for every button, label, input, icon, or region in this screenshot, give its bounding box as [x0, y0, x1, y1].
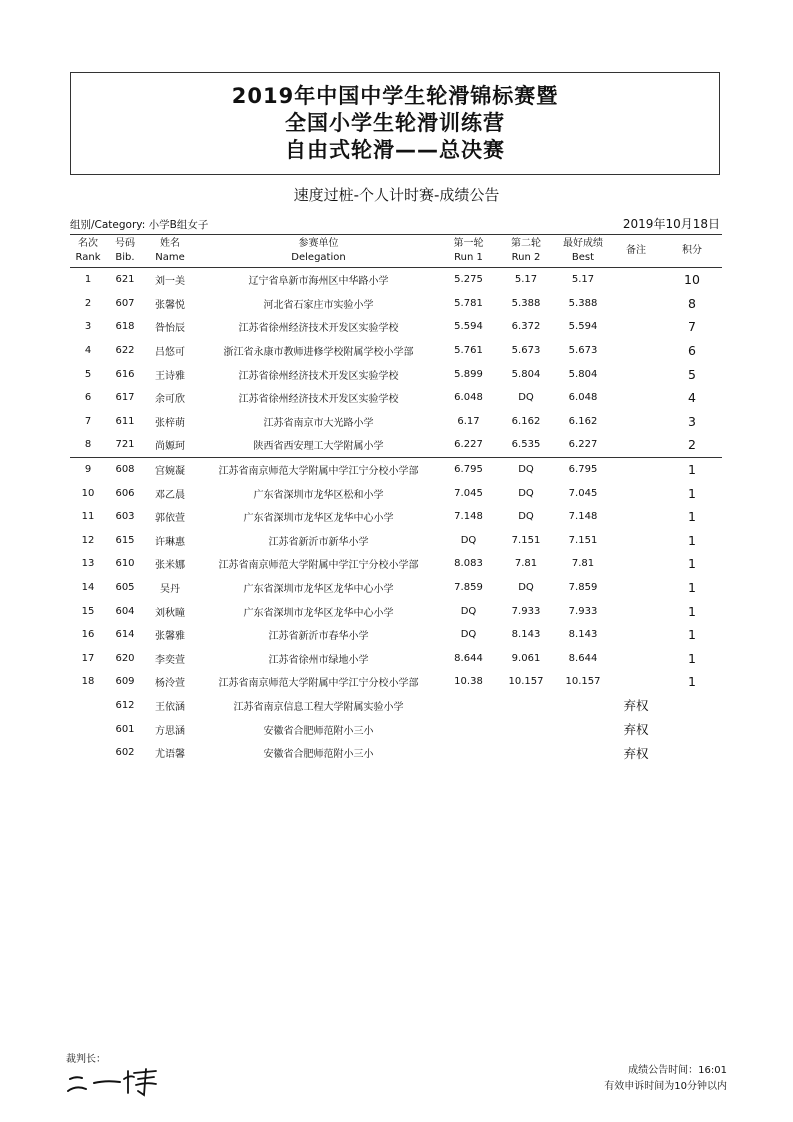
cell-run2: 8.143	[511, 629, 541, 641]
cell-note	[610, 623, 662, 647]
cell-run1: 8.083	[454, 558, 483, 570]
cell-name: 昝怡辰	[155, 323, 185, 335]
appeal-note: 有效申诉时间为10分钟以内	[604, 1081, 727, 1092]
cell-delegation: 江苏省徐州经济技术开发区实验学校	[238, 323, 399, 335]
cell-run2: 7.933	[511, 605, 541, 617]
table-row	[70, 599, 722, 623]
cell-best	[556, 694, 610, 718]
cell-run1: 10.38	[454, 676, 483, 688]
referee-signature	[66, 1063, 161, 1097]
cell-score: 1	[688, 485, 696, 501]
cell-rank: 16	[81, 629, 95, 641]
cell-run2: 6.372	[511, 321, 541, 333]
cell-best: 7.859	[568, 582, 598, 594]
cell-rank: 1	[84, 274, 92, 286]
cell-rank: 14	[81, 582, 95, 594]
cell-rank: 8	[84, 439, 92, 451]
cell-note	[610, 339, 662, 363]
cell-note	[610, 552, 662, 576]
cell-delegation: 江苏省徐州经济技术开发区实验学校	[238, 370, 399, 382]
cell-bib: 602	[115, 747, 135, 759]
cell-note	[610, 670, 662, 694]
cell-delegation: 江苏省新沂市春华小学	[268, 631, 369, 643]
cell-run2	[496, 717, 556, 741]
cell-name: 杨泠萱	[155, 678, 185, 690]
event-title-box	[70, 72, 720, 175]
cell-name: 王诗雅	[155, 370, 185, 382]
cell-name: 刘秋瞳	[155, 607, 185, 619]
cell-score: 4	[688, 390, 696, 406]
col-header-rank: 名次 Rank	[75, 238, 101, 263]
cell-best: 6.795	[556, 457, 610, 481]
cell-run2: DQ	[518, 511, 534, 523]
cell-delegation: 江苏省南京市大光路小学	[263, 417, 374, 429]
table-row	[70, 552, 722, 576]
cell-delegation: 江苏省南京师范大学附属中学江宁分校小学部	[218, 560, 419, 572]
cell-run2: DQ	[496, 457, 556, 481]
cell-run1: DQ	[460, 629, 477, 641]
cell-name: 吕悠可	[155, 347, 185, 359]
referee-label: 裁判长：	[66, 1054, 106, 1065]
cell-score: 1	[662, 457, 722, 481]
col-header-run1: 第一轮 Run 1	[453, 238, 484, 263]
cell-delegation: 江苏省徐州经济技术开发区实验学校	[238, 394, 399, 406]
cell-note	[610, 647, 662, 671]
cell-name: 张馨雅	[155, 631, 185, 643]
cell-score: 1	[688, 580, 696, 596]
cell-bib: 615	[115, 534, 135, 546]
cell-run1: 6.17	[457, 415, 480, 427]
cell-run1: 6.227	[454, 439, 483, 451]
cell-score	[662, 694, 722, 718]
cell-best: 5.804	[568, 368, 598, 380]
cell-delegation: 江苏省徐州市绿地小学	[268, 654, 369, 666]
cell-rank	[70, 694, 106, 718]
cell-rank: 13	[81, 558, 95, 570]
cell-rank: 18	[81, 676, 95, 688]
cell-score: 2	[688, 437, 696, 453]
cell-best: 8.644	[568, 652, 598, 664]
cell-run2: 5.673	[511, 345, 541, 357]
footer-notes	[604, 1063, 727, 1095]
cell-delegation: 广东省深圳市龙华区龙华中心小学	[243, 607, 394, 619]
cell-rank: 3	[84, 321, 92, 333]
cell-score: 1	[688, 603, 696, 619]
cell-bib: 609	[115, 676, 135, 688]
cell-note	[610, 386, 662, 410]
cell-run2: 5.804	[511, 368, 541, 380]
cell-rank: 2	[84, 297, 92, 309]
cell-run1: 7.859	[454, 582, 483, 594]
table-row	[70, 339, 722, 363]
cell-note	[610, 292, 662, 316]
cell-note	[610, 576, 662, 600]
cell-run2: 7.81	[514, 558, 538, 570]
cell-note: 弃权	[623, 698, 649, 714]
cell-best: 6.162	[568, 415, 598, 427]
cell-run2: 6.162	[511, 415, 541, 427]
cell-run1	[441, 717, 496, 741]
cell-run1: 8.644	[454, 652, 483, 664]
table-row	[70, 410, 722, 434]
cell-delegation: 江苏省南京师范大学附属中学江宁分校小学部	[218, 678, 419, 690]
cell-run2: DQ	[518, 392, 534, 404]
cell-run1: 5.899	[454, 368, 483, 380]
col-header-delegation: 参赛单位 Delegation	[291, 238, 346, 263]
cell-rank: 6	[84, 392, 92, 404]
cell-bib: 621	[115, 274, 135, 286]
cell-delegation: 广东省深圳市龙华区龙华中心小学	[243, 513, 394, 525]
cell-delegation: 河北省石家庄市实验小学	[263, 299, 374, 311]
cell-best	[556, 741, 610, 765]
cell-delegation: 辽宁省阜新市海州区中华路小学	[248, 276, 389, 288]
cell-bib: 611	[115, 415, 135, 427]
cell-best: 7.933	[568, 605, 598, 617]
cell-delegation: 安徽省合肥师范附小三小	[263, 749, 374, 761]
cell-bib: 622	[115, 345, 135, 357]
table-row	[70, 670, 722, 694]
cell-score: 1	[688, 674, 696, 690]
cell-score	[662, 741, 722, 765]
results-body	[70, 268, 722, 765]
cell-bib: 612	[115, 699, 135, 711]
cell-rank: 15	[81, 605, 95, 617]
table-row	[70, 529, 722, 553]
cell-name: 张米娜	[155, 560, 185, 572]
cell-rank: 5	[84, 368, 92, 380]
cell-name: 余可欣	[155, 394, 185, 406]
cell-score: 8	[688, 295, 696, 311]
cell-score: 10	[684, 272, 700, 288]
col-header-score: 积分	[682, 245, 702, 256]
cell-bib: 616	[115, 368, 135, 380]
col-header-note: 备注	[626, 245, 646, 256]
cell-note: 弃权	[623, 745, 649, 761]
cell-name: 刘一美	[155, 276, 185, 288]
table-row	[70, 481, 722, 505]
cell-note	[610, 268, 662, 292]
col-header-name: 姓名 Name	[155, 238, 185, 263]
cell-best	[556, 717, 610, 741]
cell-delegation: 江苏省南京信息工程大学附属实验小学	[233, 701, 404, 713]
cell-name: 尤语馨	[155, 749, 185, 761]
cell-best: 10.157	[565, 676, 601, 688]
category-label: 组别/Category: 小学B组女子	[70, 219, 209, 231]
cell-note	[610, 481, 662, 505]
cell-best: 5.673	[568, 345, 598, 357]
cell-run1: 7.148	[454, 511, 483, 523]
cell-bib: 618	[115, 321, 135, 333]
cell-bib: 614	[115, 629, 135, 641]
cell-note	[610, 505, 662, 529]
cell-note	[610, 433, 662, 457]
table-row	[70, 717, 722, 741]
cell-delegation: 广东省深圳市龙华区龙华中心小学	[243, 584, 394, 596]
cell-score: 3	[688, 413, 696, 429]
cell-bib: 601	[115, 723, 135, 735]
cell-run1: 5.781	[454, 297, 483, 309]
cell-note	[610, 315, 662, 339]
cell-bib: 605	[115, 582, 135, 594]
cell-bib: 604	[115, 605, 135, 617]
cell-score: 7	[688, 319, 696, 335]
cell-run1	[441, 741, 496, 765]
event-title-line-1: 2019年中国中学生轮滑锦标赛暨	[231, 84, 559, 108]
cell-note: 弃权	[623, 722, 649, 738]
cell-best: 8.143	[568, 629, 598, 641]
cell-score: 6	[688, 343, 696, 359]
cell-best: 5.388	[568, 297, 598, 309]
cell-best: 5.594	[568, 321, 598, 333]
cell-best: 7.81	[571, 558, 595, 570]
cell-run1: DQ	[460, 605, 477, 617]
cell-best: 6.227	[568, 439, 598, 451]
cell-run2: 9.061	[511, 652, 541, 664]
cell-run2	[496, 741, 556, 765]
cell-run1: 5.594	[454, 321, 483, 333]
cell-bib: 606	[115, 487, 135, 499]
cell-delegation: 安徽省合肥师范附小三小	[263, 725, 374, 737]
cell-rank: 17	[81, 652, 95, 664]
cell-run2: 6.535	[511, 439, 541, 451]
cell-score: 1	[688, 532, 696, 548]
cell-delegation: 江苏省新沂市新华小学	[268, 536, 369, 548]
col-header-best: 最好成绩 Best	[563, 238, 603, 263]
table-row	[70, 362, 722, 386]
date-label: 2019年10月18日	[622, 217, 720, 231]
cell-note	[610, 529, 662, 553]
table-row	[70, 315, 722, 339]
table-row	[70, 576, 722, 600]
cell-best: 7.148	[568, 511, 598, 523]
cell-run2: DQ	[518, 582, 534, 594]
cell-name: 许琳惠	[155, 536, 185, 548]
cell-rank: 4	[84, 345, 92, 357]
cell-best: 7.045	[568, 487, 598, 499]
cell-delegation: 江苏省南京师范大学附属中学江宁分校小学部	[196, 457, 441, 481]
cell-rank: 10	[81, 487, 95, 499]
cell-note	[610, 410, 662, 434]
cell-name: 吴丹	[160, 584, 180, 596]
cell-score: 1	[688, 556, 696, 572]
cell-note	[610, 457, 662, 481]
cell-score: 5	[688, 366, 696, 382]
cell-bib: 603	[115, 511, 135, 523]
results-table	[70, 234, 722, 764]
cell-run2: 5.17	[514, 274, 538, 286]
cell-best: 5.17	[571, 274, 595, 286]
cell-name: 李奕萱	[155, 654, 185, 666]
col-header-run2: 第二轮 Run 2	[511, 238, 541, 263]
cell-name: 尚嫄珂	[155, 441, 185, 453]
cell-name: 张梓萌	[155, 417, 185, 429]
table-row	[70, 457, 722, 481]
cell-note	[610, 362, 662, 386]
table-row	[70, 623, 722, 647]
cell-run1: 6.795	[441, 457, 496, 481]
cell-run2: DQ	[518, 487, 534, 499]
col-header-bib: 号码 Bib.	[115, 238, 135, 263]
cell-bib: 608	[106, 457, 144, 481]
cell-score	[662, 717, 722, 741]
cell-run1: 6.048	[454, 392, 483, 404]
event-title-line-3: 自由式轮滑——总决赛	[285, 138, 505, 162]
cell-name: 邓乙晨	[155, 489, 185, 501]
table-row	[70, 741, 722, 765]
cell-rank: 9	[70, 457, 106, 481]
cell-run1: 5.275	[454, 274, 483, 286]
cell-name: 张馨悦	[155, 299, 185, 311]
cell-bib: 607	[115, 297, 135, 309]
table-row	[70, 268, 722, 292]
cell-run1	[441, 694, 496, 718]
cell-rank: 7	[84, 415, 92, 427]
cell-delegation: 广东省深圳市龙华区松和小学	[253, 489, 384, 501]
results-subtitle: 速度过桩-个人计时赛-成绩公告	[293, 186, 500, 204]
table-header-row	[70, 235, 722, 268]
table-row	[70, 647, 722, 671]
cell-name: 王依涵	[155, 701, 185, 713]
cell-run2: 5.388	[511, 297, 541, 309]
cell-rank: 11	[81, 511, 95, 523]
cell-delegation: 陕西省西安理工大学附属小学	[253, 441, 384, 453]
cell-name: 郭依萱	[155, 513, 185, 525]
cell-bib: 620	[115, 652, 135, 664]
cell-run2: 10.157	[508, 676, 544, 688]
cell-name: 方思涵	[155, 725, 185, 737]
table-row	[70, 292, 722, 316]
event-title-line-2: 全国小学生轮滑训练营	[285, 111, 505, 135]
cell-best: 7.151	[568, 534, 598, 546]
cell-best: 6.048	[568, 392, 598, 404]
cell-run1: DQ	[460, 534, 477, 546]
cell-name: 宫婉凝	[144, 457, 196, 481]
table-row	[70, 694, 722, 718]
table-row	[70, 433, 722, 457]
cell-run2	[496, 694, 556, 718]
cell-score: 1	[688, 650, 696, 666]
cell-run2: 7.151	[511, 534, 541, 546]
cell-bib: 617	[115, 392, 135, 404]
cell-delegation: 浙江省永康市教师进修学校附属学校小学部	[223, 347, 414, 359]
table-row	[70, 505, 722, 529]
cell-score: 1	[688, 509, 696, 525]
cell-score: 1	[688, 627, 696, 643]
cell-bib: 721	[115, 439, 135, 451]
cell-run1: 5.761	[454, 345, 483, 357]
table-row	[70, 386, 722, 410]
announce-time: 成绩公告时间：16:01	[628, 1065, 727, 1076]
cell-run1: 7.045	[454, 487, 483, 499]
cell-note	[610, 599, 662, 623]
cell-rank: 12	[81, 534, 95, 546]
cell-rank	[70, 741, 106, 765]
cell-bib: 610	[115, 558, 135, 570]
cell-rank	[70, 717, 106, 741]
